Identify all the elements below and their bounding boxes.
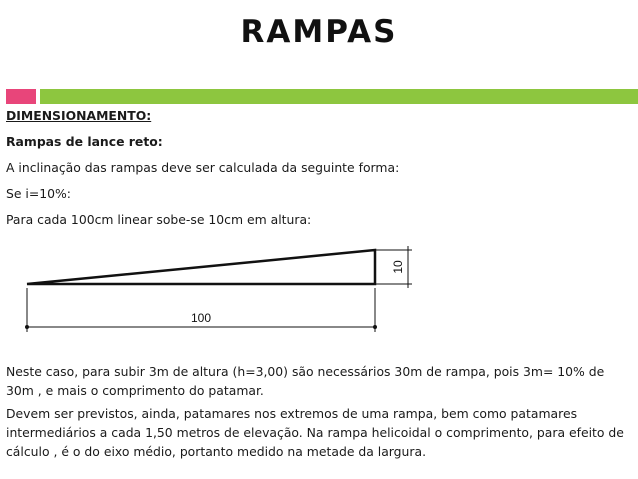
text-line-3: Para cada 100cm linear sobe-se 10cm em altura: <box>6 212 312 227</box>
length-tick-right <box>373 325 377 329</box>
length-tick-left <box>25 325 29 329</box>
length-label: 100 <box>190 311 212 325</box>
section-subheading: Rampas de lance reto: <box>6 134 163 149</box>
paragraph-2: Devem ser previstos, ainda, patamares nos extremos de uma rampa, bem como patamares intermediários a cada 1,50 metros de elevação. Na rampa helicoidal o comprimento, para efeito de cálculo , é o do eixo médio, portanto medido na metade da largura. <box>6 406 624 459</box>
paragraph-1: Neste caso, para subir 3m de altura (h=3,00) são necessários 30m de rampa, pois 3m= 10% de 30m , e mais o comprimento do patamar. <box>6 364 605 398</box>
section-heading: DIMENSIONAMENTO: <box>6 108 152 123</box>
slide-title: RAMPAS <box>240 14 398 50</box>
text-line-1: A inclinação das rampas deve ser calculada da seguinte forma: <box>6 160 400 175</box>
height-label: 10 <box>391 260 405 274</box>
text-line-2: Se i=10%: <box>6 186 71 201</box>
ramp-triangle <box>27 250 375 284</box>
